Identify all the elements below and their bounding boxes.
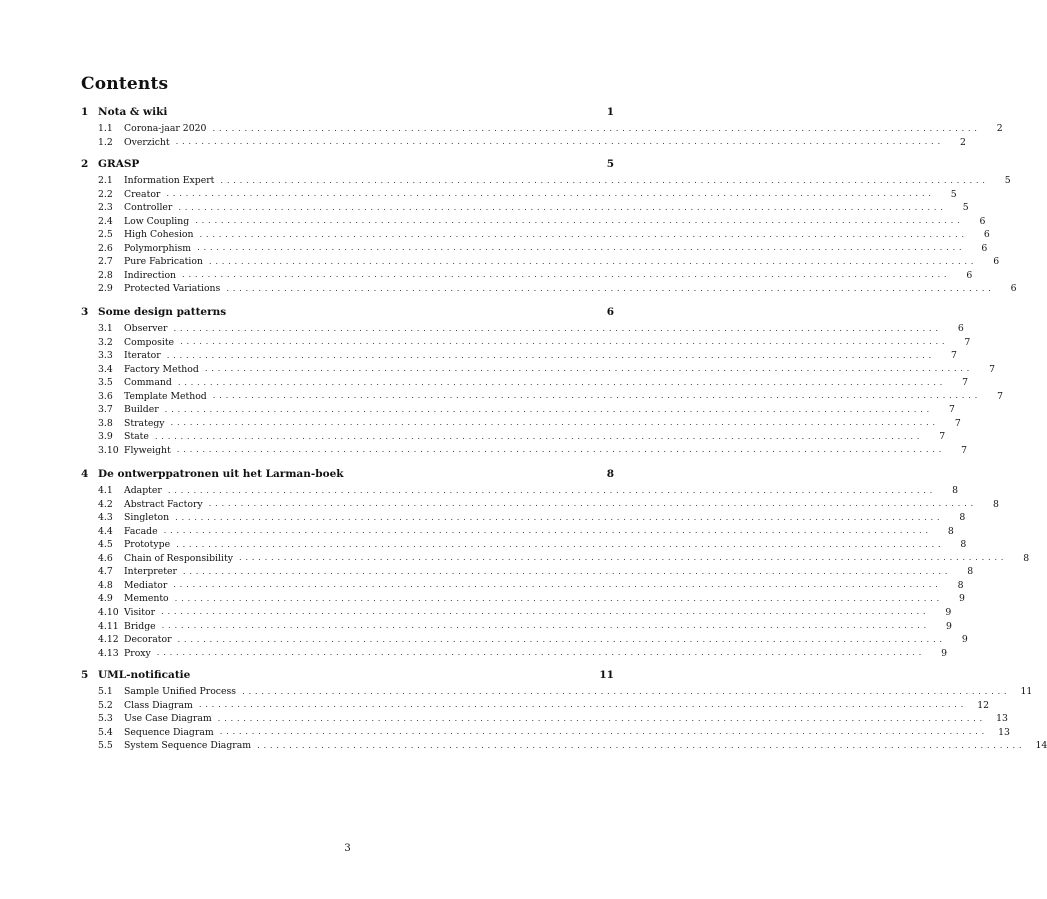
subsection-page: 12 [977,699,990,711]
subsection-number: 4.2 [98,498,113,510]
subsection-number: 4.8 [98,579,113,591]
subsection-title: Adapter [124,485,162,496]
toc-subsection-entry[interactable] [81,430,946,443]
dot-leader: ........................................................................................................................ [177,634,946,645]
subsection-number: 2.7 [98,256,113,268]
section-number: 3 [81,305,89,318]
subsection-page: 7 [964,336,971,348]
toc-subsection-entry[interactable] [81,282,1017,295]
subsection-number: 2.1 [98,175,113,186]
subsection-title: Indirection [124,269,177,281]
toc-subsection-entry[interactable] [81,228,990,241]
toc-subsection-entry[interactable] [81,188,957,201]
dot-leader: ........................................................................................................................ [242,686,1011,697]
subsection-title: Flyweight [124,444,171,456]
subsection-title: Controller [124,202,173,214]
subsection-title: Prototype [124,539,171,551]
dot-leader: ........................................................................................................................ [173,580,942,591]
toc-subsection-entry[interactable] [81,620,952,633]
toc-section-entry[interactable] [81,467,614,480]
dot-leader: ........................................................................................................................ [166,350,935,361]
subsection-title: Memento [124,593,169,605]
toc-subsection-entry[interactable] [81,136,966,149]
dot-leader: ........................................................................................................................ [217,713,986,724]
subsection-page: 9 [961,634,968,646]
dot-leader: ........................................................................................................................ [177,377,947,388]
dot-leader: ........................................................................................................................ [182,566,952,577]
section-page: 8 [606,467,614,480]
subsection-number: 4.4 [98,525,113,537]
subsection-number: 4.3 [98,512,113,524]
toc-subsection-entry[interactable] [81,538,967,551]
subsection-title: Facade [124,525,158,537]
subsection-title: Abstract Factory [124,498,203,510]
dot-leader: ........................................................................................................................ [175,137,944,148]
toc-subsection-entry[interactable] [81,349,957,362]
subsection-number: 2.9 [98,283,113,295]
toc-subsection-entry[interactable] [81,215,986,228]
dot-leader: ........................................................................................................................ [197,243,966,254]
subsection-title: Visitor [124,606,156,618]
subsection-page: 6 [993,256,1000,268]
toc-subsection-entry[interactable] [81,592,965,605]
toc-subsection-entry[interactable] [81,122,1003,135]
subsection-page: 7 [961,444,968,456]
subsection-number: 2.2 [98,188,113,200]
subsection-page: 9 [941,647,948,659]
subsection-page: 7 [997,390,1003,402]
subsection-title: Chain of Responsibility [124,552,233,564]
subsection-page: 2 [996,123,1003,134]
subsection-number: 5.5 [98,740,113,752]
subsection-page: 5 [962,202,969,214]
toc-section-entry[interactable] [81,157,614,170]
subsection-page: 8 [992,498,999,510]
dot-leader: ........................................................................................................................ [161,607,930,618]
section-title: UML-notificatie [98,668,191,681]
subsection-page: 2 [959,136,966,148]
subsection-title: Interpreter [124,566,177,578]
toc-subsection-entry[interactable] [81,647,948,660]
subsection-title: Factory Method [124,363,199,375]
subsection-number: 2.8 [98,269,113,281]
subsection-title: Creator [124,188,161,200]
subsection-title: Proxy [124,647,151,659]
subsection-page: 6 [957,323,964,334]
subsection-number: 3.5 [98,377,113,389]
subsection-number: 2.3 [98,202,113,214]
dot-leader: ........................................................................................................................ [198,700,968,711]
subsection-number: 5.1 [98,686,113,697]
subsection-title: Observer [124,323,168,334]
toc-subsection-entry[interactable] [81,712,1008,725]
subsection-page: 9 [945,620,952,632]
subsection-page: 7 [939,431,946,443]
dot-leader: ........................................................................................................................ [195,216,964,227]
toc-subsection-entry[interactable] [81,363,996,376]
toc-subsection-entry[interactable] [81,322,964,335]
dot-leader: ........................................................................................................................ [219,727,988,738]
toc-subsection-entry[interactable] [81,484,959,497]
dot-leader: ........................................................................................................................ [182,270,951,281]
toc-subsection-entry[interactable] [81,201,969,214]
section-title: De ontwerppatronen uit het Larman-boek [98,467,344,480]
dot-leader: ........................................................................................................................ [212,123,981,134]
subsection-title: Composite [124,336,175,348]
subsection-title: Polymorphism [124,242,192,254]
toc-subsection-entry[interactable] [81,255,1000,268]
dot-leader: ........................................................................................................................ [178,202,947,213]
subsection-title: Template Method [124,390,207,402]
subsection-page: 7 [989,363,996,375]
subsection-number: 3.6 [98,390,113,402]
subsection-title: Use Case Diagram [124,713,212,725]
subsection-number: 4.7 [98,566,113,578]
subsection-page: 6 [979,215,986,227]
section-number: 4 [81,467,89,480]
subsection-number: 4.11 [98,620,119,632]
subsection-page: 8 [1023,552,1030,564]
dot-leader: ........................................................................................................................ [176,539,945,550]
dot-leader: ........................................................................................................................ [173,323,942,334]
subsection-page: 13 [996,713,1008,725]
dot-leader: ........................................................................................................................ [257,740,1026,751]
dot-leader: ........................................................................................................................ [174,593,943,604]
toc-subsection-entry[interactable] [81,444,968,457]
subsection-page: 6 [1010,283,1017,295]
dot-leader: ........................................................................................................................ [204,364,974,375]
subsection-page: 13 [998,726,1010,738]
toc-subsection-entry[interactable] [81,511,966,524]
dot-leader: ........................................................................................................................ [170,418,939,429]
toc-subsection-entry[interactable] [81,403,955,416]
subsection-number: 1.1 [98,123,113,134]
subsection-number: 3.10 [98,444,119,456]
subsection-page: 8 [947,525,954,537]
subsection-title: Sample Unified Process [124,686,237,697]
dot-leader: ........................................................................................................................ [208,499,977,510]
toc-subsection-entry[interactable] [81,390,1003,403]
subsection-number: 4.12 [98,634,119,646]
toc-subsection-entry[interactable] [81,417,961,430]
toc-subsection-entry[interactable] [81,336,971,349]
subsection-title: Overzicht [124,136,170,148]
subsection-number: 5.3 [98,713,113,725]
subsection-number: 3.3 [98,350,113,362]
subsection-number: 2.4 [98,215,113,227]
section-page: 1 [606,105,614,118]
subsection-title: Class Diagram [124,699,193,711]
subsection-page: 5 [950,188,957,200]
subsection-number: 4.6 [98,552,113,564]
dot-leader: ........................................................................................................................ [175,512,944,523]
subsection-page: 9 [945,606,952,618]
subsection-title: Mediator [124,579,168,591]
dot-leader: ........................................................................................................................ [163,526,932,537]
section-number: 5 [81,668,89,681]
subsection-title: Pure Fabrication [124,256,203,268]
toc-subsection-entry[interactable] [81,525,954,538]
dot-leader: ........................................................................................................................ [156,648,926,659]
subsection-page: 5 [1004,175,1011,186]
subsection-page: 7 [948,404,955,416]
subsection-page: 11 [1020,686,1033,697]
subsection-title: Decorator [124,634,172,646]
toc-subsection-entry[interactable] [81,565,974,578]
section-title: Nota & wiki [98,105,168,118]
subsection-number: 4.1 [98,485,113,496]
dot-leader: ........................................................................................................................ [226,283,995,294]
section-title: Some design patterns [98,305,227,318]
subsection-number: 3.1 [98,323,113,334]
page-number: 3 [344,843,351,854]
contents-heading: Contents [81,74,169,94]
toc-subsection-entry[interactable] [81,242,988,255]
dot-leader: ........................................................................................................................ [238,553,1008,564]
subsection-title: Corona-jaar 2020 [124,123,207,134]
section-number: 2 [81,157,89,170]
subsection-title: Iterator [124,350,161,362]
subsection-page: 7 [962,377,969,389]
toc-subsection-entry[interactable] [81,376,969,389]
toc-subsection-entry[interactable] [81,739,1047,752]
subsection-page: 6 [983,229,990,241]
toc-subsection-entry[interactable] [81,699,990,712]
subsection-title: Builder [124,404,159,416]
section-page: 6 [606,305,614,318]
toc-subsection-entry[interactable] [81,606,952,619]
subsection-page: 8 [952,485,959,496]
subsection-title: State [124,431,149,443]
subsection-page: 6 [966,269,973,281]
subsection-number: 3.9 [98,431,113,443]
dot-leader: ........................................................................................................................ [176,445,946,456]
subsection-title: Command [124,377,172,389]
dot-leader: ........................................................................................................................ [166,189,935,200]
subsection-title: Singleton [124,512,170,524]
subsection-number: 4.9 [98,593,113,605]
section-title: GRASP [98,157,140,170]
subsection-number: 3.8 [98,417,113,429]
subsection-number: 3.7 [98,404,113,416]
section-page: 5 [606,157,614,170]
toc-subsection-entry[interactable] [81,552,1030,565]
subsection-page: 14 [1035,740,1047,752]
section-page: 11 [599,668,614,681]
toc-subsection-entry[interactable] [81,633,968,646]
subsection-page: 7 [951,350,957,362]
subsection-number: 2.6 [98,242,113,254]
subsection-number: 3.4 [98,363,113,375]
subsection-number: 5.4 [98,726,113,738]
subsection-page: 8 [957,579,964,591]
subsection-number: 5.2 [98,699,113,711]
toc-subsection-entry[interactable] [81,579,964,592]
subsection-title: High Cohesion [124,229,194,241]
subsection-title: System Sequence Diagram [124,740,252,752]
dot-leader: ........................................................................................................................ [220,175,989,186]
dot-leader: ........................................................................................................................ [212,391,981,402]
subsection-number: 2.5 [98,229,113,241]
dot-leader: ........................................................................................................................ [180,337,949,348]
subsection-page: 9 [958,593,965,605]
toc-section-entry[interactable] [81,305,614,318]
subsection-number: 3.2 [98,336,113,348]
subsection-page: 8 [967,566,974,578]
subsection-title: Low Coupling [124,215,190,227]
subsection-page: 8 [960,539,967,551]
subsection-title: Bridge [124,620,156,632]
subsection-page: 6 [981,242,988,254]
subsection-number: 1.2 [98,136,113,148]
dot-leader: ........................................................................................................................ [199,229,968,240]
section-number: 1 [81,105,89,118]
dot-leader: ........................................................................................................................ [208,256,978,267]
subsection-page: 8 [959,512,966,524]
subsection-number: 4.5 [98,539,113,551]
toc-subsection-entry[interactable] [81,726,1010,739]
toc-subsection-entry[interactable] [81,174,1011,187]
dot-leader: ........................................................................................................................ [161,621,930,631]
subsection-title: Information Expert [124,175,215,186]
subsection-page: 7 [954,417,961,429]
subsection-title: Sequence Diagram [124,726,214,738]
dot-leader: ........................................................................................................................ [167,485,937,496]
subsection-title: Strategy [124,417,165,429]
toc-section-entry[interactable] [81,668,614,681]
toc-section-entry[interactable] [81,105,614,118]
dot-leader: ........................................................................................................................ [164,404,933,415]
toc-subsection-entry[interactable] [81,269,973,282]
subsection-number: 4.13 [98,647,119,659]
toc-subsection-entry[interactable] [81,685,1033,698]
dot-leader: ........................................................................................................................ [154,431,924,442]
subsection-title: Protected Variations [124,283,221,295]
toc-subsection-entry[interactable] [81,498,999,511]
subsection-number: 4.10 [98,606,119,618]
